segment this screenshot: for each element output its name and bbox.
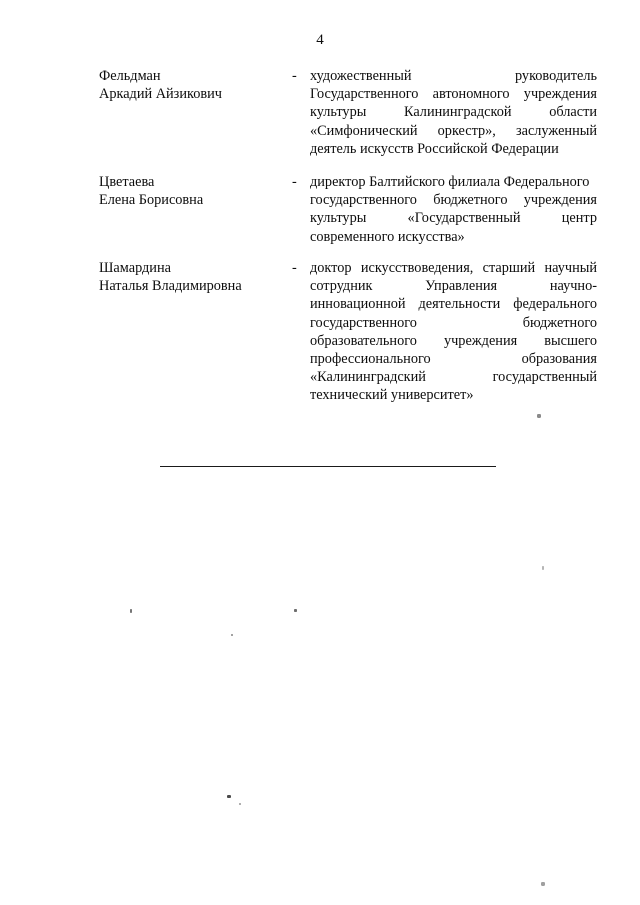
entry-description	[310, 173, 597, 246]
entry-name	[99, 259, 289, 295]
entry-description-line: культуры «Государственный центр	[310, 210, 597, 227]
entry-description	[310, 259, 597, 405]
scan-speck	[537, 414, 541, 418]
entry-description	[310, 67, 597, 158]
horizontal-rule	[160, 466, 496, 467]
entry-name-line: Наталья Владимировна	[99, 278, 242, 295]
entry-name-line: Елена Борисовна	[99, 192, 204, 209]
entry-description-line: государственного бюджетного учреждения	[310, 192, 597, 209]
entry-description-line: деятель искусств Российской Федерации	[310, 140, 559, 157]
scan-speck	[294, 609, 297, 612]
page-number: 4	[316, 32, 324, 48]
entry-name	[99, 67, 289, 103]
entry-name-line: Шамардина	[99, 260, 171, 276]
scan-speck	[130, 609, 132, 613]
entry-description-line: Государственного автономного учреждения	[310, 86, 597, 103]
entry-description-line: образовательного учреждения высшего	[310, 332, 597, 349]
entry-description-line: современного искусства»	[310, 228, 465, 245]
scan-speck	[542, 566, 544, 570]
entry-description-line: доктор искусствоведения, старший научный	[310, 260, 597, 276]
entry-description-line: инновационной деятельности федерального	[310, 296, 597, 313]
entry-description-line: директор Балтийского филиала Федерального	[310, 174, 590, 190]
entry-description-line: художественный руководитель	[310, 68, 597, 84]
entry-name-line: Фельдман	[99, 68, 161, 84]
entry-description-line: «Симфонический оркестр», заслуженный	[310, 122, 597, 139]
entry-description-line: «Калининградский государственный	[310, 369, 597, 386]
entry-separator-dash: -	[292, 174, 297, 190]
entry-separator-dash: -	[292, 260, 297, 276]
entry-name-line: Аркадий Айзикович	[99, 86, 222, 103]
entry-description-line: профессионального образования	[310, 351, 597, 368]
entry-description-line: сотрудник Управления научно-	[310, 278, 597, 295]
entry-description-line: культуры Калининградской области	[310, 104, 597, 121]
scan-speck	[227, 795, 231, 798]
entry-name-line: Цветаева	[99, 174, 155, 190]
entry-name	[99, 173, 289, 209]
entry-description-line: государственного бюджетного	[310, 314, 597, 331]
entry-separator-dash: -	[292, 68, 297, 84]
scan-speck	[541, 882, 545, 886]
entry-description-line: технический университет»	[310, 387, 474, 404]
scan-speck	[239, 803, 241, 805]
scan-speck	[231, 634, 233, 636]
